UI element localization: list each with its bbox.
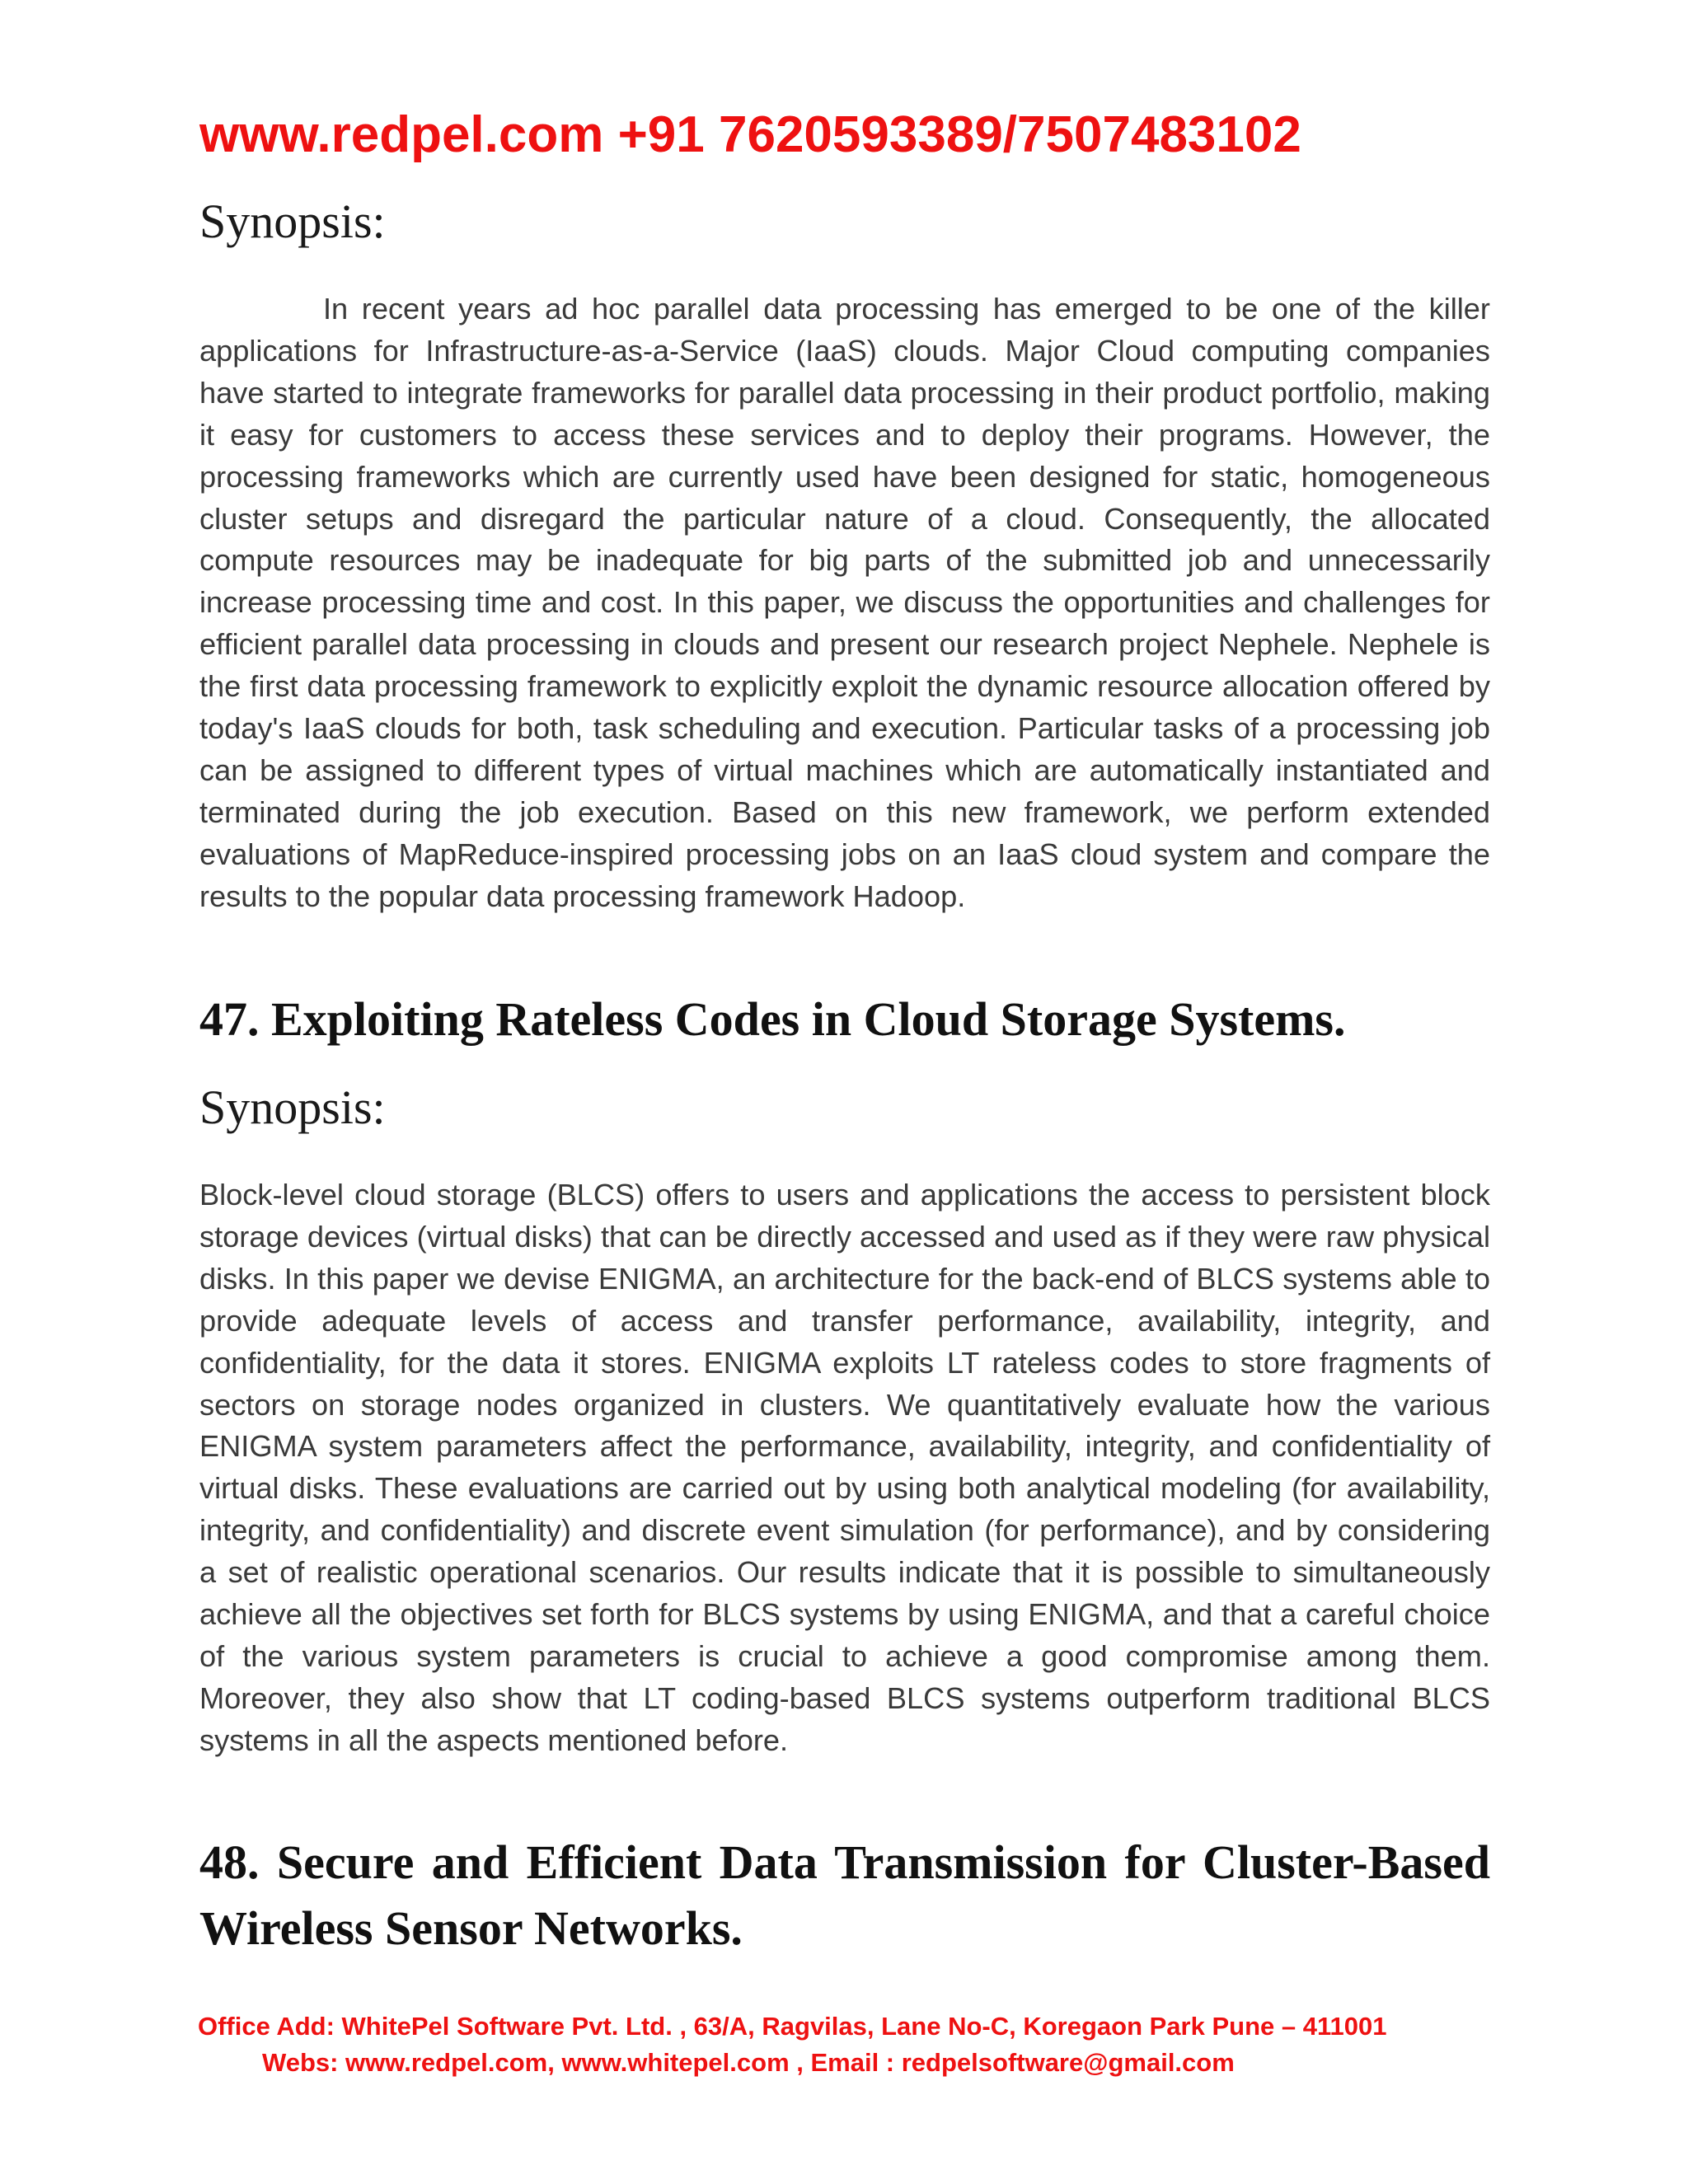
section-paragraph-2 xyxy=(199,1174,1490,1762)
section-heading-48 xyxy=(199,1830,1490,1961)
synopsis-paragraph: In recent years ad hoc parallel data processing has emerged to be one of the killer applications for Infrastructure-as-a-Service (IaaS) clouds. Major Cloud computing companies have started to integrate frameworks for parallel data processing in their product portfolio, making it easy for customers to access these services and to deploy their programs. However, the processing frameworks which are currently used have been designed for static, homogeneous cluster setups and disregard the particular nature of a cloud. Consequently, the allocated compute resources may be inadequate for big parts of the submitted job and unnecessarily increase processing time and cost. In this paper, we discuss the opportunities and challenges for efficient parallel data processing in clouds and present our research project Nephele. Nephele is the first data processing framework to explicitly exploit the dynamic resource allocation offered by today's IaaS clouds for both, task scheduling and execution. Particular tasks of a processing job can be assigned to different types of virtual machines which are automatically instantiated and terminated during the job execution. Based on this new framework, we perform extended evaluations of MapReduce-inspired processing jobs on an IaaS cloud system and compare the results to the popular data processing framework Hadoop. xyxy=(199,292,1490,913)
synopsis-label: Synopsis: xyxy=(199,194,386,248)
synopsis-label: Synopsis: xyxy=(199,1080,386,1134)
footer-web-email: Webs: www.redpel.com, www.whitepel.com , Email : redpelsoftware@gmail.com xyxy=(262,2048,1235,2077)
synopsis-paragraph: Block-level cloud storage (BLCS) offers to users and applications the access to persistent block storage devices (virtual disks) that can be directly accessed and used as if they were raw physical disks. In this paper we devise ENIGMA, an architecture for the back-end of BLCS systems able to provide adequate levels of access and transfer performance, availability, integrity, and confidentiality, for the data it stores. ENIGMA exploits LT rateless codes to store fragments of sectors on storage nodes organized in clusters. We quantitatively evaluate how the various ENIGMA system parameters affect the performance, availability, integrity, and confidentiality of virtual disks. These evaluations are carried out by using both analytical modeling (for availability, integrity, and confidentiality) and discrete event simulation (for performance), and by considering a set of realistic operational scenarios. Our results indicate that it is possible to simultaneously achieve all the objectives set forth for BLCS systems by using ENIGMA, and that a careful choice of the various system parameters is crucial to achieve a good compromise among them. Moreover, they also show that LT coding-based BLCS systems outperform traditional BLCS systems in all the aspects mentioned before. xyxy=(199,1178,1490,1757)
section-heading: 48. Secure and Efficient Data Transmission for Cluster-Based Wireless Sensor Networks. xyxy=(199,1835,1490,1955)
section-paragraph-1 xyxy=(199,288,1490,918)
section-synopsis-2 xyxy=(199,1080,1490,1135)
header-contact-line: www.redpel.com +91 7620593389/7507483102 xyxy=(199,106,1301,163)
section-heading-47 xyxy=(199,987,1490,1052)
section-heading: 47. Exploiting Rateless Codes in Cloud Storage Systems. xyxy=(199,992,1346,1046)
footer-office-address: Office Add: WhitePel Software Pvt. Ltd. , 63/A, Ragvilas, Lane No-C, Koregaon Park Pune – 411001 xyxy=(198,2012,1387,2041)
section-synopsis-1 xyxy=(199,194,1490,249)
